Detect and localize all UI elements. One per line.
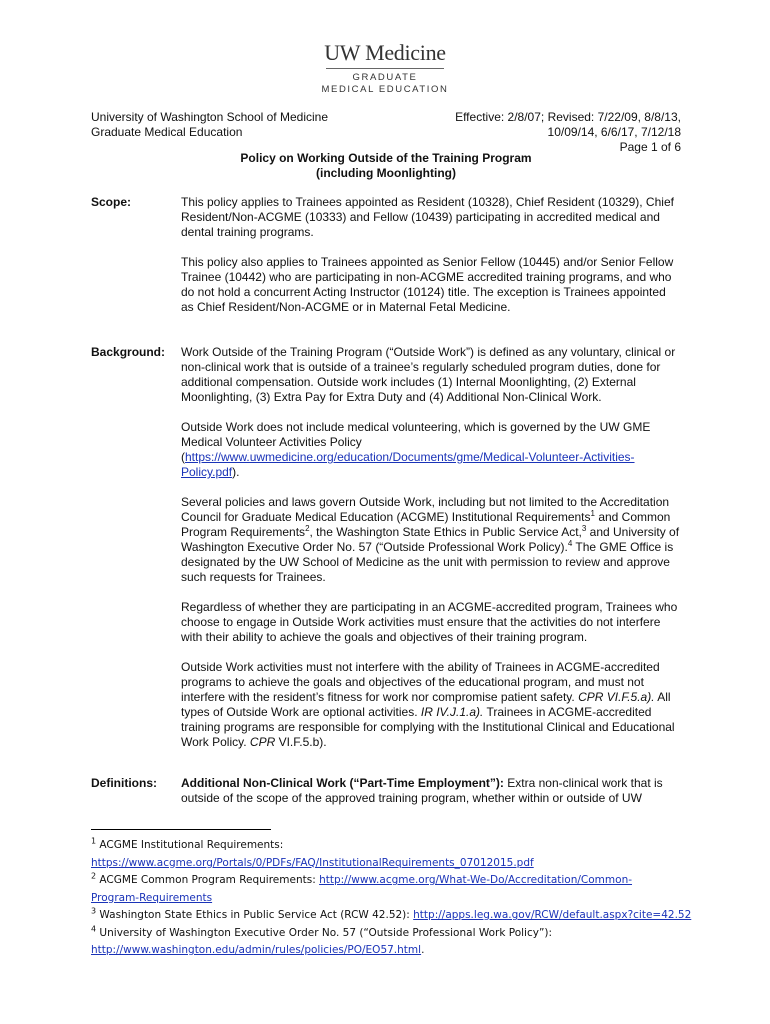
footnote-2-text: ACGME Common Program Requirements: xyxy=(96,874,320,886)
footnote-2-url-cont xyxy=(91,890,691,908)
scope-content xyxy=(181,195,681,330)
footnote-1-text: ACGME Institutional Requirements: xyxy=(96,839,284,851)
p3-text-e: The GME Office is designated by the UW School of Medicine as the unit with permission to review and approve such requests for Trainees. xyxy=(181,540,674,584)
footnote-2-link-continued[interactable]: Program-Requirements xyxy=(91,891,213,904)
revision-dates: 10/09/14, 6/6/17, 7/12/18 xyxy=(547,125,681,139)
institution-name: University of Washington School of Medicine xyxy=(91,110,328,124)
footnote-ref-4: 4 xyxy=(567,539,573,548)
definition-part-time xyxy=(181,776,681,806)
citation-ir: IR IV.J.1.a). xyxy=(420,705,484,719)
background-paragraph-2 xyxy=(181,420,681,480)
scope-paragraph-1: This policy applies to Trainees appointed as Resident (10328), Chief Resident (10329), Chief Resident/Non-ACGME (10333) and Fellow (10439) participating in accredited medical and dental training programs. xyxy=(181,195,674,239)
p3-text-c: , the Washington State Ethics in Public Service Act, xyxy=(309,525,582,539)
footnote-ref-2: 2 xyxy=(305,524,310,533)
footnote-4-url xyxy=(91,942,691,960)
header-right xyxy=(455,110,681,155)
footnote-separator xyxy=(91,829,271,830)
background-label: Background: xyxy=(91,345,166,359)
definition-text: Extra non-clinical work that is outside of the scope of the approved training program, whether within or outside of UW xyxy=(181,776,663,805)
footnote-1 xyxy=(91,837,691,855)
footnote-ref-1: 1 xyxy=(590,509,595,518)
p5-text-d: VI.F.5.b). xyxy=(275,735,327,749)
scope-label: Scope: xyxy=(91,195,132,209)
page-number: Page 1 of 6 xyxy=(619,140,681,154)
p3-text-a: Several policies and laws govern Outside Work, including but not limited to the Accreditation Council for Graduate Medical Education (ACGME) Institutional Requirements xyxy=(181,495,670,524)
volunteer-policy-text: Outside Work does not include medical volunteering, which is governed by the UW GME Medical Volunteer Activities Policy ( xyxy=(181,420,651,464)
footnote-4-end: . xyxy=(421,944,425,956)
definitions-content xyxy=(181,776,681,821)
p5-text-a: Outside Work activities must not interfere with the ability of Trainees in ACGME-accredited programs to achieve the goals and objectives of the educational program, and must not interfere with the resident’s fitness for work nor compromise patient safety. xyxy=(181,660,660,704)
logo-subtitle-1: GRADUATE xyxy=(352,72,418,83)
footnote-4 xyxy=(91,925,691,943)
footnote-2 xyxy=(91,872,691,890)
effective-date: Effective: 2/8/07; Revised: 7/22/09, 8/8/13, xyxy=(455,110,681,124)
footnote-4-number: 4 xyxy=(91,924,97,933)
p5-text-c: Trainees in ACGME-accredited training programs are responsible for complying with the Institutional Clinical and Educational Work Policy. xyxy=(181,705,675,749)
policy-title-line-1: Policy on Working Outside of the Training Program xyxy=(240,151,532,165)
header-left xyxy=(91,110,328,140)
footnotes xyxy=(91,837,691,960)
logo-wordmark: UW Medicine xyxy=(324,40,446,65)
p3-text-b: and Common Program Requirements xyxy=(181,510,671,539)
logo-divider xyxy=(326,68,444,69)
definitions-label: Definitions: xyxy=(91,776,157,790)
footnote-2-link[interactable]: http://www.acgme.org/What-We-Do/Accreditation/Common- xyxy=(319,874,633,886)
logo-subtitle-2: MEDICAL EDUCATION xyxy=(321,84,449,95)
footnote-3-text: Washington State Ethics in Public Service Act (RCW 42.52): xyxy=(96,909,414,921)
background-content xyxy=(181,345,681,765)
background-paragraph-3 xyxy=(181,495,681,585)
footnote-3 xyxy=(91,907,691,925)
scope-paragraph-2: This policy also applies to Trainees appointed as Senior Fellow (10445) and/or Senior Fellow Trainee (10442) who are participating in non-ACGME accredited training programs, and who do not hold a concurrent Acting Instructor (10124) title. The exception is Trainees appointed as Chief Resident/Non-ACGME or in Maternal Fetal Medicine. xyxy=(181,255,674,314)
policy-title xyxy=(91,151,681,181)
volunteer-policy-link[interactable]: https://www.uwmedicine.org/education/Documents/gme/Medical-Volunteer-Activities-Policy.pdf xyxy=(181,450,635,479)
footnote-4-text: University of Washington Executive Order No. 57 (“Outside Professional Work Policy”): xyxy=(96,926,553,939)
footnote-1-link[interactable]: https://www.acgme.org/Portals/0/PDFs/FAQ/InstitutionalRequirements_07012015.pdf xyxy=(91,856,534,869)
citation-cpr-2: CPR xyxy=(249,735,276,749)
footnote-4-link[interactable]: http://www.washington.edu/admin/rules/policies/PO/EO57.html xyxy=(91,944,422,956)
footnote-2-number: 2 xyxy=(91,871,97,881)
footnote-1-url xyxy=(91,855,691,873)
footnote-1-number: 1 xyxy=(91,836,97,846)
citation-cpr-1: CPR VI.F.5.a). xyxy=(578,690,655,704)
volunteer-policy-end: ). xyxy=(232,465,240,479)
background-paragraph-5 xyxy=(181,660,681,750)
footnote-ref-3: 3 xyxy=(581,524,587,533)
department-name: Graduate Medical Education xyxy=(91,125,243,139)
uw-medicine-logo xyxy=(300,40,470,96)
p5-text-b: All types of Outside Work are optional activities. xyxy=(181,690,671,719)
policy-title-line-2: (including Moonlighting) xyxy=(316,166,456,180)
p3-text-d: and University of Washington Executive Order No. 57 (“Outside Professional Work Policy). xyxy=(181,525,680,554)
footnote-3-link[interactable]: http://apps.leg.wa.gov/RCW/default.aspx?cite=42.52 xyxy=(413,909,692,921)
background-paragraph-4: Regardless of whether they are participating in an ACGME-accredited program, Trainees who choose to engage in Outside Work activities must ensure that the activities do not interfere with their ability to achieve the goals and objectives of their training program. xyxy=(181,600,678,644)
definition-term: Additional Non-Clinical Work (“Part-Time Employment”): xyxy=(181,776,504,790)
footnote-3-number: 3 xyxy=(91,906,97,916)
background-paragraph-1: Work Outside of the Training Program (“Outside Work”) is defined as any voluntary, clinical or non-clinical work that is outside of a trainee’s regularly scheduled program duties, done for additional compensation. Outside work includes (1) Internal Moonlighting, (2) External Moonlighting, (3) Extra Pay for Extra Duty and (4) Additional Non-Clinical Work. xyxy=(181,345,676,404)
